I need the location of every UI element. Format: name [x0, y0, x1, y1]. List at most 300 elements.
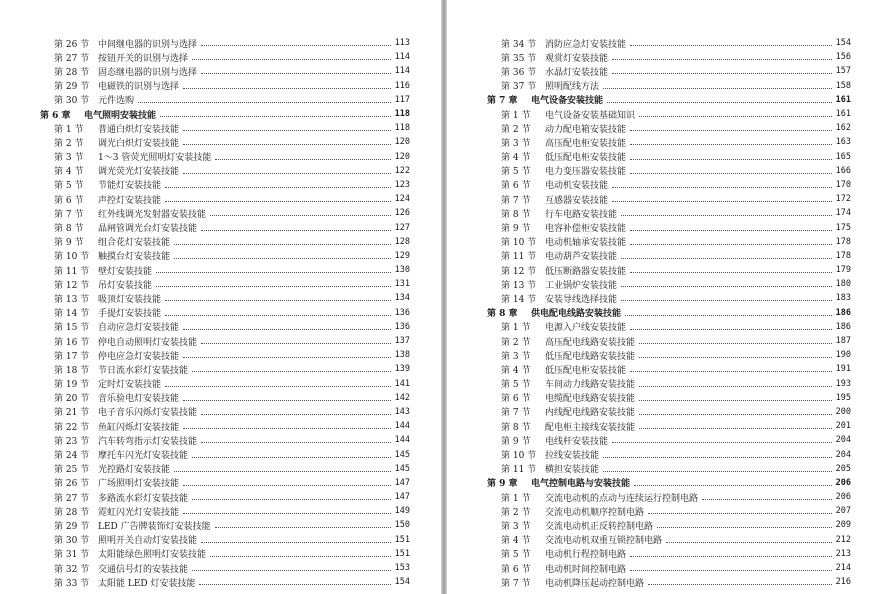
toc-section-entry[interactable]: [487, 291, 851, 305]
entry-number: 第 1 节: [501, 110, 531, 121]
entry-title: 低压配电柜安装技能: [545, 153, 627, 164]
toc-section-entry[interactable]: [40, 135, 410, 149]
dot-leader: [192, 50, 391, 60]
dot-leader: [156, 263, 391, 273]
entry-number: 第 27 节: [54, 493, 90, 504]
entry-title: 定时灯安装技能: [98, 380, 162, 391]
entry-title: 电力变压器安装技能: [545, 167, 627, 178]
toc-section-entry[interactable]: [40, 533, 410, 547]
entry-title: 停电自动照明灯安装技能: [98, 337, 198, 348]
entry-title: 水晶灯安装技能: [545, 67, 609, 78]
toc-section-entry[interactable]: [487, 419, 851, 433]
dot-leader: [192, 362, 391, 372]
dot-leader: [183, 135, 391, 145]
entry-number: 第 10 节: [501, 451, 537, 462]
toc-section-entry[interactable]: [487, 107, 851, 121]
entry-number: 第 11 节: [54, 266, 90, 277]
toc-section-entry[interactable]: [40, 447, 410, 461]
entry-title: 动力配电箱安装技能: [545, 124, 627, 135]
entry-number: 第 9 节: [501, 224, 531, 235]
dot-leader: [210, 206, 391, 216]
dot-leader: [183, 79, 391, 89]
entry-number: 第 7 节: [501, 578, 531, 589]
dot-leader: [639, 391, 832, 401]
entry-number: 第 2 节: [501, 124, 531, 135]
entry-page-number: 162: [835, 123, 851, 134]
entry-number: 第 28 节: [54, 507, 90, 518]
entry-page-number: 141: [394, 378, 410, 389]
dot-leader: [138, 93, 391, 103]
entry-page-number: 134: [394, 293, 410, 304]
entry-page-number: 178: [835, 236, 851, 247]
toc-section-entry[interactable]: [487, 164, 851, 178]
dot-leader: [183, 320, 391, 330]
entry-number: 第 1 节: [501, 493, 531, 504]
toc-section-entry[interactable]: [487, 64, 851, 78]
dot-leader: [648, 504, 832, 514]
entry-number: 第 32 节: [54, 564, 90, 575]
entry-title: 汽车转弯指示灯安装技能: [98, 436, 198, 447]
entry-number: 第 3 节: [54, 153, 84, 164]
entry-title: 吊灯安装技能: [98, 280, 153, 291]
toc-section-entry[interactable]: [40, 249, 410, 263]
toc-section-entry[interactable]: [40, 192, 410, 206]
entry-page-number: 131: [394, 279, 410, 290]
entry-title: 壁灯安装技能: [98, 266, 153, 277]
toc-section-entry[interactable]: [487, 462, 851, 476]
dot-leader: [183, 504, 391, 514]
entry-number: 第 15 节: [54, 323, 90, 334]
entry-number: 第 9 节: [54, 238, 84, 249]
dot-leader: [174, 235, 391, 245]
toc-section-entry[interactable]: [487, 348, 851, 362]
entry-page-number: 144: [394, 421, 410, 432]
entry-number: 第 7 章: [487, 96, 518, 107]
entry-title: 交流电动机顺序控制电路: [545, 507, 645, 518]
entry-page-number: 187: [835, 336, 851, 347]
toc-section-entry[interactable]: [40, 206, 410, 220]
entry-number: 第 21 节: [54, 408, 90, 419]
entry-page-number: 114: [394, 66, 410, 77]
dot-leader: [639, 348, 832, 358]
entry-page-number: 120: [394, 151, 410, 162]
toc-section-entry[interactable]: [40, 291, 410, 305]
entry-title: 调光白炽灯安装技能: [98, 138, 180, 149]
entry-page-number: 128: [394, 236, 410, 247]
toc-section-entry[interactable]: [40, 306, 410, 320]
entry-title: 消防应急灯安装技能: [545, 39, 627, 50]
entry-page-number: 158: [835, 80, 851, 91]
entry-number: 第 5 节: [54, 181, 84, 192]
entry-page-number: 154: [394, 577, 410, 588]
toc-section-entry[interactable]: [40, 220, 410, 234]
toc-section-entry[interactable]: [487, 192, 851, 206]
entry-title: 电缆配电线路安装技能: [545, 394, 636, 405]
toc-section-entry[interactable]: [40, 36, 410, 50]
entry-page-number: 170: [835, 179, 851, 190]
entry-title: 按钮开关的识别与选择: [98, 53, 189, 64]
entry-title: 电动机行程控制电路: [545, 550, 627, 561]
entry-number: 第 4 节: [501, 153, 531, 164]
toc-section-entry[interactable]: [40, 476, 410, 490]
entry-title: 互感器安装技能: [545, 195, 609, 206]
entry-page-number: 149: [394, 506, 410, 517]
toc-section-entry[interactable]: [40, 405, 410, 419]
entry-title: 低压配电柜安装技能: [545, 365, 627, 376]
toc-section-entry[interactable]: [40, 561, 410, 575]
entry-number: 第 33 节: [54, 578, 90, 589]
entry-page-number: 206: [835, 492, 851, 503]
dot-leader: [630, 235, 832, 245]
entry-title: 交流电动机的点动与连续运行控制电路: [545, 493, 699, 504]
toc-section-entry[interactable]: [40, 164, 410, 178]
entry-title: 手提灯安装技能: [98, 309, 162, 320]
entry-number: 第 5 节: [501, 550, 531, 561]
entry-number: 第 4 节: [501, 365, 531, 376]
entry-number: 第 8 节: [54, 224, 84, 235]
dot-leader: [201, 533, 391, 543]
entry-page-number: 136: [394, 321, 410, 332]
toc-section-entry[interactable]: [487, 50, 851, 64]
entry-page-number: 201: [835, 421, 851, 432]
entry-page-number: 129: [394, 250, 410, 261]
entry-number: 第 14 节: [54, 309, 90, 320]
entry-page-number: 191: [835, 364, 851, 375]
toc-section-entry[interactable]: [40, 50, 410, 64]
dot-leader: [165, 377, 391, 387]
entry-number: 第 27 节: [54, 53, 90, 64]
entry-page-number: 166: [835, 165, 851, 176]
toc-section-entry[interactable]: [40, 235, 410, 249]
dot-leader: [165, 291, 391, 301]
entry-title: 节能灯安装技能: [98, 181, 162, 192]
toc-section-entry[interactable]: [487, 504, 851, 518]
entry-number: 第 19 节: [54, 380, 90, 391]
dot-leader: [174, 462, 391, 472]
toc-section-entry[interactable]: [40, 547, 410, 561]
entry-page-number: 180: [835, 279, 851, 290]
toc-section-entry[interactable]: [487, 362, 851, 376]
entry-page-number: 205: [835, 463, 851, 474]
dot-leader: [174, 249, 391, 259]
entry-page-number: 143: [394, 406, 410, 417]
entry-number: 第 7 节: [501, 195, 531, 206]
entry-page-number: 204: [835, 449, 851, 460]
entry-title: 多路流水彩灯安装技能: [98, 493, 189, 504]
toc-section-entry[interactable]: [40, 320, 410, 334]
entry-title: 声控灯安装技能: [98, 195, 162, 206]
entry-title: 车间动力线路安装技能: [545, 380, 636, 391]
entry-page-number: 165: [835, 151, 851, 162]
entry-title: 低压配电线路安装技能: [545, 351, 636, 362]
entry-page-number: 114: [394, 52, 410, 63]
dot-leader: [666, 533, 832, 543]
entry-page-number: 209: [835, 520, 851, 531]
toc-section-entry[interactable]: [487, 433, 851, 447]
toc-list-left: [40, 36, 410, 589]
entry-number: 第 29 节: [54, 82, 90, 93]
entry-page-number: 139: [394, 364, 410, 375]
entry-page-number: 144: [394, 435, 410, 446]
entry-title: 红外线调光发射器安装技能: [98, 209, 207, 220]
entry-number: 第 10 节: [54, 252, 90, 263]
entry-title: 电气设备安装基础知识: [545, 110, 636, 121]
toc-chapter-entry[interactable]: [40, 107, 410, 121]
entry-number: 第 3 节: [501, 521, 531, 532]
toc-section-entry[interactable]: [40, 518, 410, 532]
toc-section-entry[interactable]: [487, 249, 851, 263]
entry-number: 第 6 节: [54, 195, 84, 206]
entry-number: 第 17 节: [54, 351, 90, 362]
dot-leader: [183, 348, 391, 358]
dot-leader: [201, 64, 391, 74]
entry-number: 第 3 节: [501, 138, 531, 149]
dot-leader: [192, 561, 391, 571]
dot-leader: [215, 518, 391, 528]
toc-section-entry[interactable]: [40, 277, 410, 291]
entry-number: 第 26 节: [54, 39, 90, 50]
entry-page-number: 147: [394, 492, 410, 503]
entry-title: 1～3 管荧光照明灯安装技能: [98, 153, 212, 164]
entry-number: 第 25 节: [54, 465, 90, 476]
dot-leader: [630, 561, 832, 571]
toc-section-entry[interactable]: [40, 178, 410, 192]
dot-leader: [630, 362, 832, 372]
entry-title: 安装导线选择技能: [545, 294, 618, 305]
toc-section-entry[interactable]: [487, 220, 851, 234]
dot-leader: [639, 419, 832, 429]
toc-section-entry[interactable]: [487, 178, 851, 192]
toc-section-entry[interactable]: [40, 362, 410, 376]
entry-page-number: 153: [394, 563, 410, 574]
entry-number: 第 26 节: [54, 479, 90, 490]
entry-title: 自动应急灯安装技能: [98, 323, 180, 334]
entry-number: 第 18 节: [54, 365, 90, 376]
dot-leader: [183, 419, 391, 429]
toc-section-entry[interactable]: [40, 377, 410, 391]
dot-leader: [621, 206, 832, 216]
toc-section-entry[interactable]: [487, 36, 851, 50]
toc-section-entry[interactable]: [487, 377, 851, 391]
dot-leader: [702, 490, 832, 500]
entry-title: 横担安装技能: [545, 465, 600, 476]
entry-number: 第 35 节: [501, 53, 537, 64]
entry-title: 太阳能 LED 灯安装技能: [98, 578, 196, 589]
entry-title: 电动机时间控制电路: [545, 564, 627, 575]
toc-section-entry[interactable]: [487, 518, 851, 532]
entry-number: 第 7 节: [54, 209, 84, 220]
entry-number: 第 31 节: [54, 550, 90, 561]
toc-section-entry[interactable]: [40, 419, 410, 433]
dot-leader: [630, 547, 832, 557]
toc-section-entry[interactable]: [40, 334, 410, 348]
toc-section-entry[interactable]: [40, 64, 410, 78]
dot-leader: [621, 277, 832, 287]
toc-section-entry[interactable]: [40, 348, 410, 362]
entry-title: 鱼缸闪烁灯安装技能: [98, 422, 180, 433]
dot-leader: [630, 150, 832, 160]
left-page: [0, 0, 441, 594]
entry-page-number: 186: [835, 307, 851, 318]
toc-section-entry[interactable]: [487, 561, 851, 575]
toc-section-entry[interactable]: [487, 150, 851, 164]
dot-leader: [657, 518, 832, 528]
toc-section-entry[interactable]: [487, 206, 851, 220]
entry-title: 交流电动机正反转控制电路: [545, 521, 654, 532]
entry-number: 第 8 章: [487, 309, 518, 320]
toc-section-entry[interactable]: [40, 462, 410, 476]
toc-chapter-entry[interactable]: [487, 306, 851, 320]
toc-section-entry[interactable]: [487, 79, 851, 93]
dot-leader: [639, 107, 832, 117]
toc-section-entry[interactable]: [487, 263, 851, 277]
dot-leader: [630, 164, 832, 174]
entry-page-number: 157: [835, 66, 851, 77]
toc-section-entry[interactable]: [40, 79, 410, 93]
entry-page-number: 122: [394, 165, 410, 176]
entry-number: 第 30 节: [54, 96, 90, 107]
toc-section-entry[interactable]: [40, 490, 410, 504]
entry-page-number: 175: [835, 222, 851, 233]
entry-number: 第 28 节: [54, 67, 90, 78]
entry-number: 第 14 节: [501, 294, 537, 305]
entry-title: 音乐验电灯安装技能: [98, 394, 180, 405]
toc-section-entry[interactable]: [487, 277, 851, 291]
dot-leader: [183, 476, 391, 486]
dot-leader: [612, 192, 832, 202]
entry-page-number: 207: [835, 506, 851, 517]
entry-title: 调光荧光灯安装技能: [98, 167, 180, 178]
dot-leader: [201, 433, 391, 443]
entry-number: 第 22 节: [54, 422, 90, 433]
dot-leader: [630, 263, 832, 273]
entry-title: 太阳能绿色照明灯安装技能: [98, 550, 207, 561]
entry-page-number: 126: [394, 208, 410, 219]
entry-title: 电动机安装技能: [545, 181, 609, 192]
entry-page-number: 124: [394, 194, 410, 205]
toc-section-entry[interactable]: [40, 121, 410, 135]
dot-leader: [201, 36, 391, 46]
entry-page-number: 193: [835, 378, 851, 389]
toc-section-entry[interactable]: [40, 150, 410, 164]
toc-section-entry[interactable]: [487, 533, 851, 547]
entry-number: 第 6 章: [40, 110, 71, 121]
entry-number: 第 3 节: [501, 351, 531, 362]
entry-title: 交流电动机双重互锁控制电路: [545, 536, 663, 547]
dot-leader: [607, 93, 832, 103]
toc-section-entry[interactable]: [40, 391, 410, 405]
entry-title: 高压配电线路安装技能: [545, 337, 636, 348]
entry-title: 元件选购: [98, 96, 135, 107]
entry-number: 第 6 节: [501, 564, 531, 575]
entry-title: 观赏灯安装技能: [545, 53, 609, 64]
entry-page-number: 172: [835, 194, 851, 205]
dot-leader: [630, 36, 832, 46]
entry-page-number: 145: [394, 449, 410, 460]
dot-leader: [630, 221, 832, 231]
toc-section-entry[interactable]: [487, 334, 851, 348]
entry-page-number: 142: [394, 392, 410, 403]
entry-title: 广场照明灯安装技能: [98, 479, 180, 490]
entry-page-number: 214: [835, 563, 851, 574]
toc-section-entry[interactable]: [487, 547, 851, 561]
toc-section-entry[interactable]: [487, 490, 851, 504]
dot-leader: [165, 192, 391, 202]
dot-leader: [621, 249, 832, 259]
entry-page-number: 136: [394, 307, 410, 318]
dot-leader: [165, 306, 391, 316]
entry-title: 配电柜主接线安装技能: [545, 422, 636, 433]
toc-section-entry[interactable]: [40, 433, 410, 447]
dot-leader: [192, 490, 391, 500]
toc-section-entry[interactable]: [487, 235, 851, 249]
entry-number: 第 29 节: [54, 521, 90, 532]
entry-title: 晶闸管调光台灯安装技能: [98, 224, 198, 235]
entry-number: 第 16 节: [54, 337, 90, 348]
toc-section-entry[interactable]: [487, 135, 851, 149]
toc-section-entry[interactable]: [487, 575, 851, 589]
entry-title: 照明配线方法: [545, 82, 600, 93]
entry-page-number: 190: [835, 350, 851, 361]
entry-page-number: 116: [394, 80, 410, 91]
entry-page-number: 174: [835, 208, 851, 219]
entry-number: 第 2 节: [54, 138, 84, 149]
dot-leader: [621, 291, 832, 301]
entry-title: 行车电路安装技能: [545, 209, 618, 220]
toc-section-entry[interactable]: [487, 320, 851, 334]
dot-leader: [648, 575, 832, 585]
entry-page-number: 130: [394, 265, 410, 276]
dot-leader: [215, 150, 390, 160]
entry-title: 工业锅炉安装技能: [545, 280, 618, 291]
dot-leader: [612, 178, 832, 188]
toc-section-entry[interactable]: [40, 575, 410, 589]
dot-leader: [630, 135, 832, 145]
entry-number: 第 5 节: [501, 167, 531, 178]
toc-section-entry[interactable]: [487, 447, 851, 461]
toc-section-entry[interactable]: [487, 391, 851, 405]
entry-number: 第 10 节: [501, 238, 537, 249]
entry-page-number: 216: [835, 577, 851, 588]
entry-title: 电动葫芦安装技能: [545, 252, 618, 263]
dot-leader: [630, 121, 832, 131]
dot-leader: [612, 64, 832, 74]
dot-leader: [160, 107, 391, 117]
entry-number: 第 8 节: [501, 209, 531, 220]
entry-title: 内线配电线路安装技能: [545, 408, 636, 419]
entry-number: 第 12 节: [501, 266, 537, 277]
toc-section-entry[interactable]: [487, 121, 851, 135]
dot-leader: [201, 334, 391, 344]
entry-title: 交通信号灯的安装技能: [98, 564, 189, 575]
entry-page-number: 150: [394, 520, 410, 531]
entry-title: 中间继电器的识别与选择: [98, 39, 198, 50]
entry-page-number: 137: [394, 336, 410, 347]
entry-number: 第 13 节: [54, 294, 90, 305]
entry-title: 电子音乐闪烁灯安装技能: [98, 408, 198, 419]
entry-title: 节日流水彩灯安装技能: [98, 365, 189, 376]
toc-section-entry[interactable]: [40, 263, 410, 277]
entry-title: 霓虹闪光灯安装技能: [98, 507, 180, 518]
toc-section-entry[interactable]: [40, 504, 410, 518]
toc-section-entry[interactable]: [487, 405, 851, 419]
toc-chapter-entry[interactable]: [487, 93, 851, 107]
toc-section-entry[interactable]: [40, 93, 410, 107]
toc-chapter-entry[interactable]: [487, 476, 851, 490]
entry-number: 第 6 节: [501, 181, 531, 192]
dot-leader: [634, 476, 832, 486]
entry-number: 第 1 节: [54, 124, 84, 135]
